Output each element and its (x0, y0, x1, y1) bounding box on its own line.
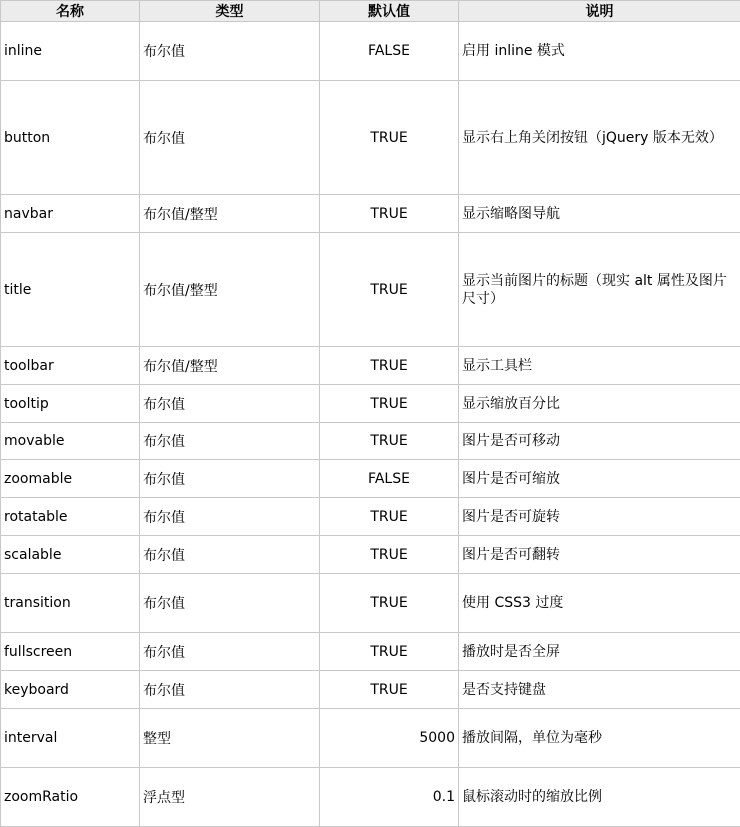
table-row (1, 633, 740, 671)
table-row (1, 498, 740, 536)
table-row (1, 768, 740, 827)
option-description: 图片是否可翻转 (459, 536, 740, 574)
option-default: 0.1 (320, 768, 459, 827)
option-default: TRUE (320, 195, 459, 233)
option-default: TRUE (320, 633, 459, 671)
option-default: TRUE (320, 536, 459, 574)
option-name: inline (1, 22, 140, 81)
option-description: 图片是否可移动 (459, 423, 740, 460)
table-row (1, 709, 740, 768)
header-default: 默认值 (320, 1, 459, 22)
header-description: 说明 (459, 1, 740, 22)
table-row (1, 460, 740, 498)
option-description: 是否支持键盘 (459, 671, 740, 709)
option-name: zoomRatio (1, 768, 140, 827)
option-description: 播放间隔，单位为毫秒 (459, 709, 740, 768)
option-default: 5000 (320, 709, 459, 768)
option-description: 显示右上角关闭按钮（jQuery 版本无效） (459, 81, 740, 195)
option-type: 布尔值/整型 (140, 233, 320, 347)
option-type: 布尔值 (140, 536, 320, 574)
option-type: 布尔值 (140, 460, 320, 498)
table-row (1, 347, 740, 385)
option-description: 鼠标滚动时的缩放比例 (459, 768, 740, 827)
option-default: TRUE (320, 347, 459, 385)
table-row (1, 423, 740, 460)
option-default: TRUE (320, 233, 459, 347)
option-description: 显示当前图片的标题（现实 alt 属性及图片尺寸） (459, 233, 740, 347)
option-description: 显示缩略图导航 (459, 195, 740, 233)
option-type: 布尔值/整型 (140, 195, 320, 233)
option-default: FALSE (320, 460, 459, 498)
option-description: 图片是否可缩放 (459, 460, 740, 498)
option-type: 布尔值 (140, 671, 320, 709)
option-name: interval (1, 709, 140, 768)
option-name: scalable (1, 536, 140, 574)
option-name: movable (1, 423, 140, 460)
option-name: navbar (1, 195, 140, 233)
table-row (1, 385, 740, 423)
option-description: 播放时是否全屏 (459, 633, 740, 671)
option-description: 显示工具栏 (459, 347, 740, 385)
option-name: fullscreen (1, 633, 140, 671)
option-name: toolbar (1, 347, 140, 385)
option-type: 布尔值 (140, 574, 320, 633)
table-row (1, 195, 740, 233)
table-row (1, 574, 740, 633)
option-type: 布尔值 (140, 81, 320, 195)
option-name: button (1, 81, 140, 195)
option-default: TRUE (320, 671, 459, 709)
option-type: 布尔值 (140, 385, 320, 423)
option-name: rotatable (1, 498, 140, 536)
option-description: 显示缩放百分比 (459, 385, 740, 423)
option-default: TRUE (320, 423, 459, 460)
header-type: 类型 (140, 1, 320, 22)
option-description: 使用 CSS3 过度 (459, 574, 740, 633)
option-type: 布尔值 (140, 423, 320, 460)
option-default: TRUE (320, 498, 459, 536)
option-type: 布尔值/整型 (140, 347, 320, 385)
table-row (1, 233, 740, 347)
option-type: 浮点型 (140, 768, 320, 827)
table-row (1, 81, 740, 195)
option-name: transition (1, 574, 140, 633)
option-name: keyboard (1, 671, 140, 709)
option-default: FALSE (320, 22, 459, 81)
table-row (1, 536, 740, 574)
option-name: title (1, 233, 140, 347)
option-description: 启用 inline 模式 (459, 22, 740, 81)
table-row (1, 671, 740, 709)
option-type: 布尔值 (140, 22, 320, 81)
option-name: tooltip (1, 385, 140, 423)
header-row (1, 1, 740, 22)
option-default: TRUE (320, 385, 459, 423)
option-type: 布尔值 (140, 498, 320, 536)
option-type: 布尔值 (140, 633, 320, 671)
option-default: TRUE (320, 81, 459, 195)
header-name: 名称 (1, 1, 140, 22)
option-type: 整型 (140, 709, 320, 768)
option-default: TRUE (320, 574, 459, 633)
option-name: zoomable (1, 460, 140, 498)
option-description: 图片是否可旋转 (459, 498, 740, 536)
table-row (1, 22, 740, 81)
